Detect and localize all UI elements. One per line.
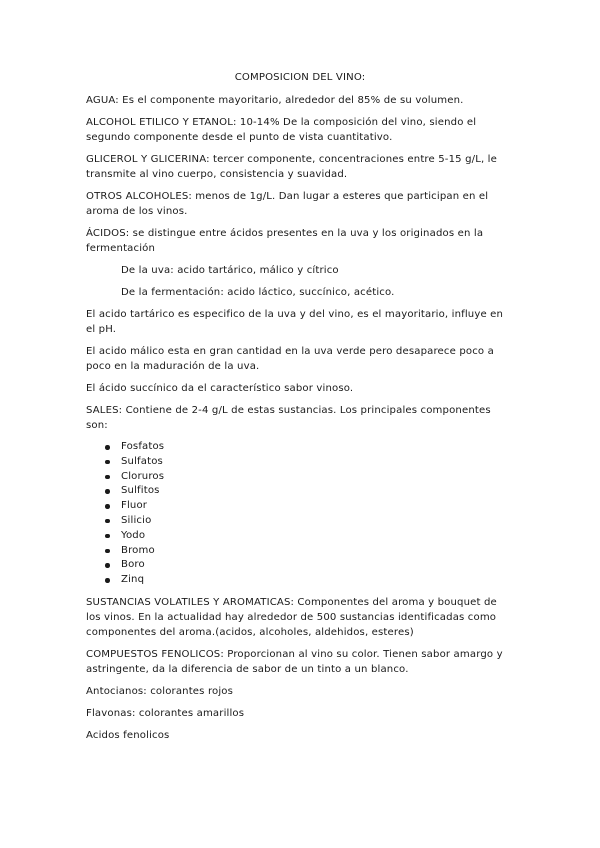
paragraph-agua: AGUA: Es el componente mayoritario, alrededor del 85% de su volumen. [86, 95, 464, 106]
paragraph-acidos-fenolicos: Acidos fenolicos [86, 729, 170, 741]
acid-source-fermentacion: De la fermentación: acido láctico, succínico, acético. [121, 287, 395, 298]
salts-list [86, 440, 514, 588]
acid-source-uva: De la uva: acido tartárico, málico y cítrico [121, 265, 339, 276]
list-item: Bromo [121, 544, 514, 559]
list-item: Sulfatos [121, 455, 514, 470]
list-item: Sulfitos [121, 484, 514, 499]
paragraph-sustancias-volatiles: SUSTANCIAS VOLATILES Y AROMATICAS: Componentes del aroma y bouquet de los vinos. En la actualidad hay alrededor de 500 sustancias identificadas como componentes del aroma.(acidos, alcoholes, aldehidos, esteres) [86, 596, 497, 638]
list-item: Silicio [121, 514, 514, 529]
paragraph-compuestos-fenolicos: COMPUESTOS FENOLICOS: Proporcionan al vino su color. Tienen sabor amargo y astringente, da la diferencia de sabor de un tinto a un blanco. [86, 648, 503, 675]
paragraph-glicerol: GLICEROL Y GLICERINA: tercer componente, concentraciones entre 5-15 g/L, le transmite al vino cuerpo, consistencia y suavidad. [86, 154, 497, 180]
list-item: Cloruros [121, 470, 514, 485]
paragraph-acido-succinico: El ácido succínico da el característico sabor vinoso. [86, 383, 354, 394]
paragraph-acido-tartarico: El acido tartárico es especifico de la uva y del vino, es el mayoritario, influye en el pH. [86, 309, 504, 335]
list-item: Zinq [121, 573, 514, 588]
list-item: Fosfatos [121, 440, 514, 455]
paragraph-acido-malico: El acido málico esta en gran cantidad en la uva verde pero desaparece poco a poco en la maduración de la uva. [86, 346, 494, 372]
paragraph-flavonas: Flavonas: colorantes amarillos [86, 707, 245, 719]
list-item: Fluor [121, 499, 514, 514]
paragraph-otros-alcoholes: OTROS ALCOHOLES: menos de 1g/L. Dan lugar a esteres que participan en el aroma de los vinos. [86, 191, 489, 217]
paragraph-acidos: ÁCIDOS: se distingue entre ácidos presentes en la uva y los originados en la fermentación [86, 228, 484, 254]
paragraph-antocianos: Antocianos: colorantes rojos [86, 685, 234, 697]
paragraph-alcohol-etilico: ALCOHOL ETILICO Y ETANOL: 10-14% De la composición del vino, siendo el segundo componente desde el punto de vista cuantitativo. [86, 117, 477, 143]
list-item: Boro [121, 558, 514, 573]
list-item: Yodo [121, 529, 514, 544]
paragraph-sales: SALES: Contiene de 2-4 g/L de estas sustancias. Los principales componentes son: [86, 405, 491, 431]
document-title: COMPOSICION DEL VINO: [234, 72, 366, 83]
